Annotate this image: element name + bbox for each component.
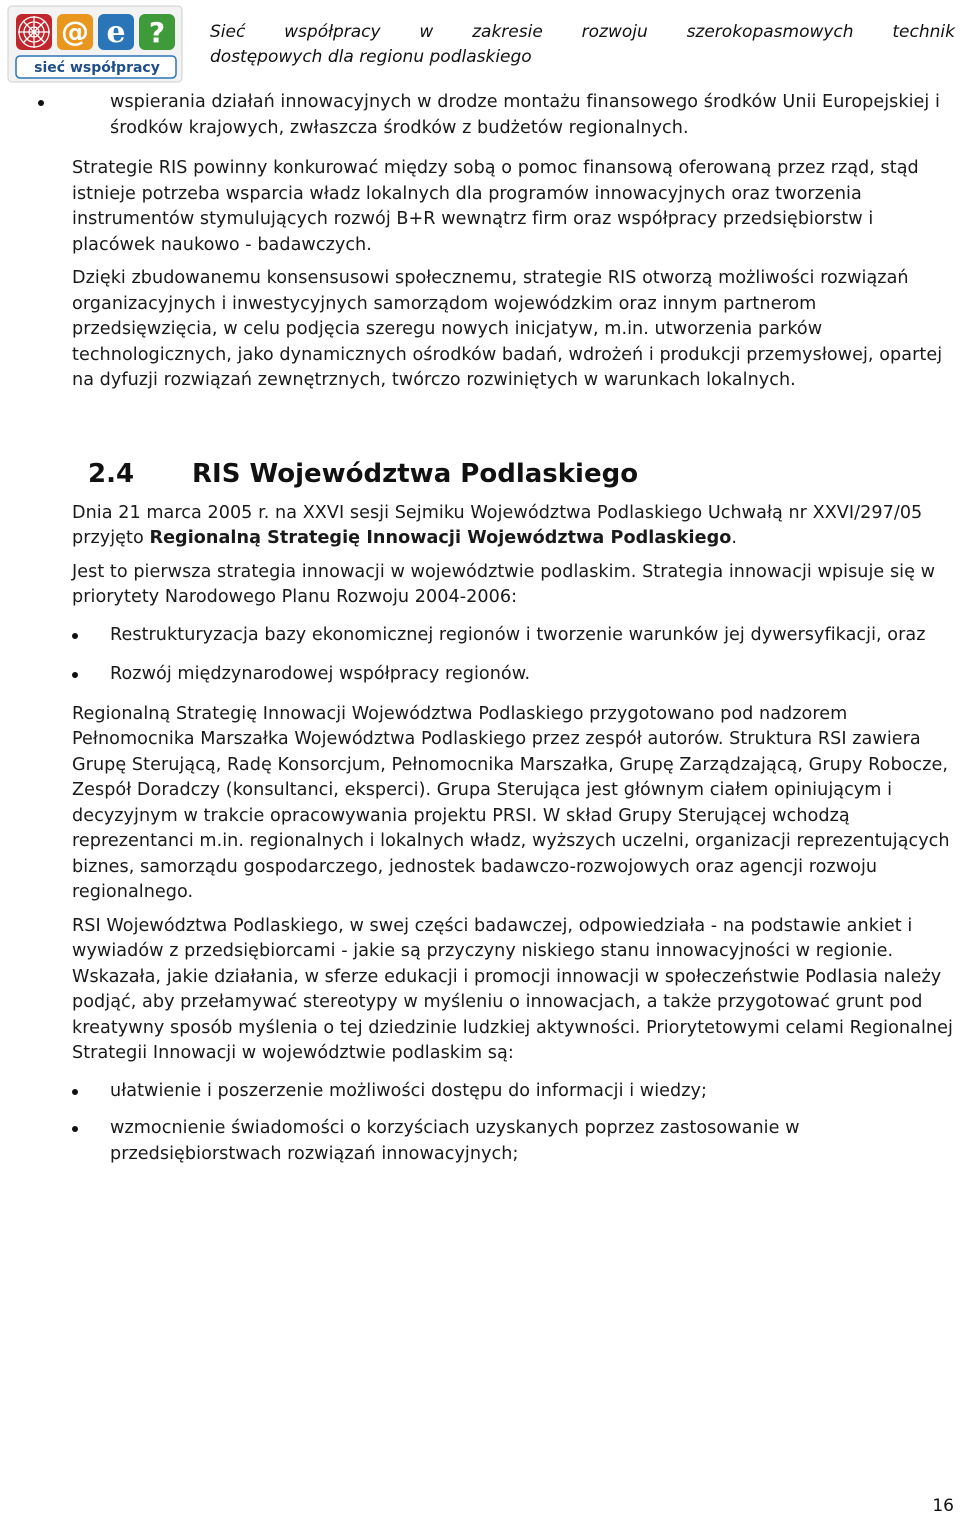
list-item-text: Restrukturyzacja bazy ekonomicznej regionów i tworzenie warunków jej dywersyfikacji, oraz bbox=[110, 624, 926, 645]
list-item bbox=[72, 1079, 954, 1105]
list-item bbox=[38, 90, 958, 141]
paragraph: RSI Województwa Podlaskiego, w swej części badawczej, odpowiedziała - na podstawie ankiet i wywiadów z przedsiębiorcami - jakie są przyczyny niskiego stanu innowacyjności w regionie. Wskazała, jakie działania, w sferze edukacji i promocji innowacji w społeczeństwie Podlasia należy podjąć, aby przełamywać stereotypy w myśleniu o innowacjach, a także przygotować grunt pod kreatywny sposób myślenia o tej dziedzinie ludzkiej aktywności. Priorytetowymi celami Regionalnej Strategii Innowacji w województwie podlaskim są: bbox=[72, 915, 953, 1063]
section-title: RIS Województwa Podlaskiego bbox=[192, 458, 639, 489]
list-item-text: ułatwienie i poszerzenie możliwości dostępu do informacji i wiedzy; bbox=[110, 1080, 707, 1101]
running-header bbox=[210, 20, 955, 70]
bullet-icon bbox=[72, 1126, 78, 1132]
paragraph bbox=[72, 501, 954, 552]
list-item bbox=[72, 623, 954, 649]
siec-wspolpracy-logo bbox=[6, 4, 184, 84]
paragraph: Jest to pierwsza strategia innowacji w województwie podlaskim. Strategia innowacji wpisuje się w priorytety Narodowego Planu Rozwoju 2004-2006: bbox=[72, 561, 936, 607]
list-item-text: Rozwój międzynarodowej współpracy regionów. bbox=[110, 664, 531, 684]
svg-text:?: ? bbox=[148, 16, 166, 49]
paragraph: Regionalną Strategię Innowacji Województwa Podlaskiego przygotowano pod nadzorem Pełnomocnika Marszałka Województwa Podlaskiego przez zespół autorów. Struktura RSI zawiera Grupę Sterującą, Radę Konsorcjum, Pełnomocnika Marszałka, Grupę Zarządzającą, Grupy Robocze, Zespół Doradczy (konsultanci, eksperci). Grupa Sterująca jest głównym ciałem opiniującym i decyzyjnym w trakcie opracowywania projektu PRSI. W skład Grupy Sterującej wchodzą reprezentanci m.in. regionalnych i lokalnych władz, wyższych uczelni, organizacji reprezentujących biznes, samorządu gospodarczego, jednostek badawczo-rozwojowych oraz agencji rozwoju regionalnego. bbox=[72, 703, 950, 902]
bullet-icon bbox=[72, 672, 78, 678]
page-number: 16 bbox=[932, 1496, 954, 1516]
paragraph-end: . bbox=[731, 528, 738, 548]
header-word: współpracy bbox=[284, 22, 381, 42]
header-word: zakresie bbox=[472, 22, 543, 42]
list-item-text: wzmocnienie świadomości o korzyściach uzyskanych poprzez zastosowanie w przedsiębiorstwach rozwiązań innowacyjnych; bbox=[110, 1118, 800, 1164]
bullet-icon bbox=[72, 633, 78, 639]
header-word: szerokopasmowych bbox=[686, 22, 854, 42]
header-word: w bbox=[419, 22, 434, 42]
bullet-icon bbox=[38, 100, 44, 106]
document-body bbox=[72, 90, 954, 1167]
bullet-icon bbox=[72, 1089, 78, 1095]
section-heading bbox=[72, 459, 954, 489]
svg-text:@: @ bbox=[61, 15, 89, 48]
strategy-name-bold: Regionalną Strategię Innowacji Województwa Podlaskiego bbox=[149, 528, 732, 548]
running-header-line2: dostępowych dla regionu podlaskiego bbox=[210, 47, 532, 67]
list-item bbox=[72, 1116, 954, 1167]
header-word: rozwoju bbox=[581, 22, 648, 42]
list-item-text: wspierania działań innowacyjnych w drodze montażu finansowego środków Unii Europejskiej i środków krajowych, zwłaszcza środków z budżetów regionalnych. bbox=[110, 92, 940, 138]
list-item bbox=[72, 662, 954, 688]
paragraph-text: Dnia 21 marca 2005 r. na XXVI sesji Sejmiku Województwa Podlaskiego Uchwałą nr XXVI/297/05 przyjęto bbox=[72, 502, 923, 548]
logo-text: sieć współpracy bbox=[34, 60, 160, 76]
header-word: technik bbox=[892, 22, 955, 42]
svg-text:e: e bbox=[106, 15, 126, 50]
running-header-line1 bbox=[210, 20, 955, 45]
section-number: 2.4 bbox=[88, 458, 135, 489]
paragraph: Strategie RIS powinny konkurować między sobą o pomoc finansową oferowaną przez rząd, stąd istnieje potrzeba wsparcia władz lokalnych dla programów innowacyjnych oraz tworzenia instrumentów stymulujących rozwój B+R wewnątrz firm oraz współpracy przedsiębiorstw i placówek naukowo - badawczych. bbox=[72, 158, 919, 255]
paragraph: Dzięki zbudowanemu konsensusowi społecznemu, strategie RIS otworzą możliwości rozwiązań organizacyjnych i inwestycyjnych samorządom wojewódzkim oraz innym partnerom przedsięwzięcia, w celu podjęcia szeregu nowych inicjatyw, m.in. utworzenia parków technologicznych, jako dynamicznych ośrodków badań, wdrożeń i produkcji przemysłowej, opartej na dyfuzji rozwiązań zewnętrznych, twórczo rozwiniętych w warunkach lokalnych. bbox=[72, 268, 943, 390]
header-word: Sieć bbox=[210, 22, 246, 42]
